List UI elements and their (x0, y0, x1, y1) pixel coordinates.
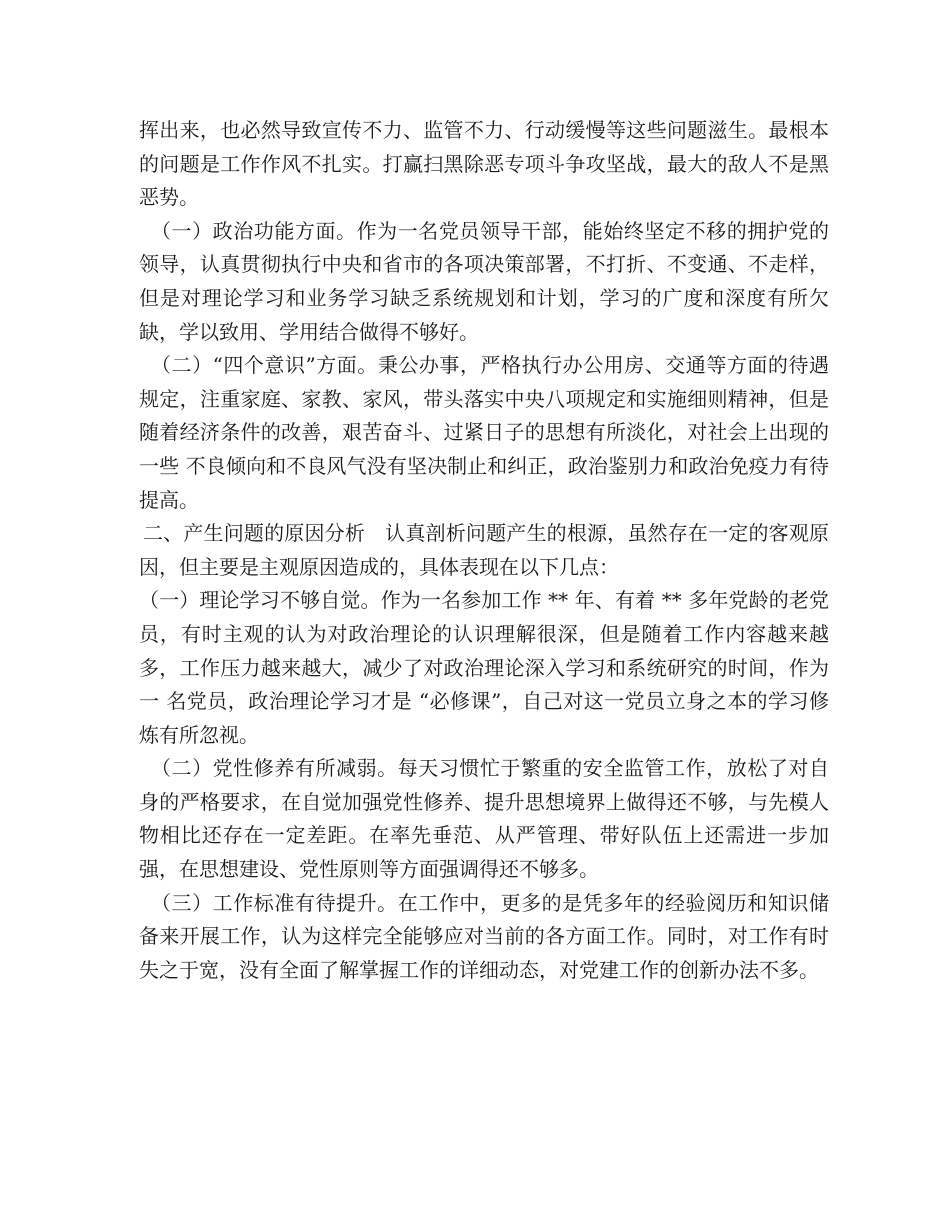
paragraph-political-function: （一）政治功能方面。作为一名党员领导干部，能始终坚定不移的拥护党的领导，认真贯彻执行中央和省市的各项决策部署，不打折、不变通、不走样，但是对理论学习和业务学习缺乏系统规划和计划，学习的广度和深度有所欠缺，学以致用、学用结合做得不够好。 (139, 218, 829, 344)
paragraph-continuation: 挥出来，也必然导致宣传不力、监管不力、行动缓慢等这些问题滋生。最根本的问题是工作作风不扎实。打赢扫黑除恶专项斗争攻坚战，最大的敌人不是黑恶势。 (139, 118, 829, 210)
paragraph-work-standard: （三）工作标准有待提升。在工作中，更多的是凭多年的经验阅历和知识储备来开展工作，认为这样完全能够应对当前的各方面工作。同时，对工作有时失之于宽，没有全面了解掌握工作的详细动态，对党建工作的创新办法不多。 (139, 890, 829, 982)
paragraph-party-spirit: （二）党性修养有所减弱。每天习惯忙于繁重的安全监管工作，放松了对自身的严格要求，在自觉加强党性修养、提升思想境界上做得还不够，与先模人物相比还存在一定差距。在率先垂范、从严管理、带好队伍上还需进一步加强，在思想建设、党性原则等方面强调得还不够多。 (139, 756, 829, 882)
document-body (139, 114, 829, 987)
paragraph-theory-study: （一）理论学习不够自觉。作为一名参加工作 ** 年、有着 ** 多年党龄的老党员，有时主观的认为对政治理论的认识理解很深，但是随着工作内容越来越多，工作压力越来越大，减少了对政治理论深入学习和系统研究的时间，作为一 名党员，政治理论学习才是 “必修课”，自己对这一党员立身之本的学习修炼有所忽视。 (139, 588, 829, 747)
paragraph-four-consciousness: （二）“四个意识”方面。秉公办事，严格执行办公用房、交通等方面的待遇规定，注重家庭、家教、家风，带头落实中央八项规定和实施细则精神，但是随着经济条件的改善，艰苦奋斗、过紧日子的思想有所淡化，对社会上出现的一些 不良倾向和不良风气没有坚决制止和纠正，政治鉴别力和政治免疫力有待提高。 (139, 353, 829, 512)
paragraph-cause-analysis: 二、产生问题的原因分析 认真剖析问题产生的根源，虽然存在一定的客观原因，但主要是主观原因造成的，具体表现在以下几点： (139, 521, 829, 579)
